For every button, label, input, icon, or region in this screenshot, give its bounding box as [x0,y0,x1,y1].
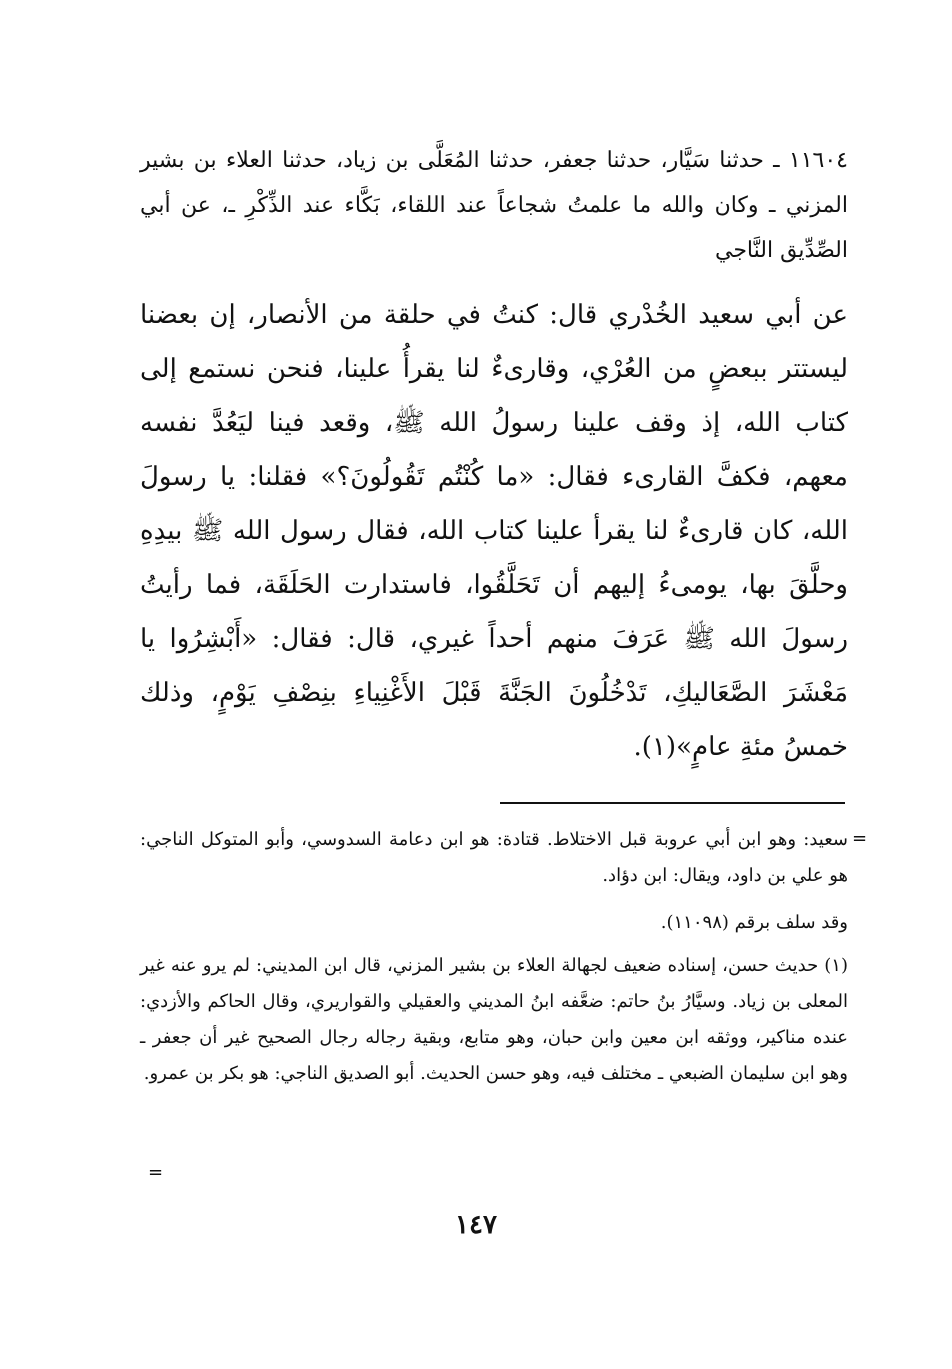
page-number: ١٤٧ [455,1210,497,1240]
hadith-isnad: ١١٦٠٤ ـ حدثنا سَيَّار، حدثنا جعفر، حدثنا المُعَلَّى بن زياد، حدثنا العلاء بن بشير المزني ـ وكان والله ما علمتُ شجاعاً عند اللقاء، بَكَّاء عند الذِّكْرِ ـ، عن أبي الصِّدِّيق النَّاجي [140,148,848,263]
footnote-continues-mark: = [148,1162,164,1183]
footnote-continued-text: سعيد: وهو ابن أبي عروبة قبل الاختلاط. قتادة: هو ابن دعامة السدوسي، وأبو المتوكل الناجي: هو علي بن داود، ويقال: ابن دؤاد. [140,829,848,886]
footnote-previous-reference: وقد سلف برقم (١١٠٩٨). [660,912,848,933]
footnote-1: (١) حديث حسن، إسناده ضعيف لجهالة العلاء بن بشير المزني، قال ابن المديني: لم يرو عنه غير المعلى بن زياد. وسيَّارُ بنُ حاتم: ضعَّفه ابنُ المديني والعقيلي والقواريري، وقال الحاكم والأزدي: عنده مناكير، ووثقه ابن معين وابن حبان، وهو متابع، وبقية رجاله رجال الصحيح غير أن جعفر ـ وهو ابن سليمان الضبعي ـ مختلف فيه، وهو حسن الحديث. أبو الصديق الناجي: هو بكر بن عمرو. [140,955,848,1084]
hadith-matn: عن أبي سعيد الخُدْري قال: كنتُ في حلقة من الأنصار، إن بعضنا ليستتر ببعضٍ من العُرْي، وقارىءٌ لنا يقرأُ علينا، فنحن نستمع إلى كتاب الله، إذ وقف علينا رسولُ الله ﷺ، وقعد فينا ليَعُدَّ نفسه معهم، فكفَّ القارىء فقال: «ما كُنْتُم تَقُولُونَ؟» فقلنا: يا رسولَ الله، كان قارىءٌ لنا يقرأ علينا كتاب الله، فقال رسول الله ﷺ بيدِهِ وحلَّقَ بها، يومىءُ إليهم أن تَحَلَّقُوا، فاستدارت الحَلَقَة، فما رأيتُ رسولَ الله ﷺ عَرَفَ منهم أحداً غيري، قال: فقال: «أَبْشِرُوا يا مَعْشَرَ الصَّعَاليكِ، تَدْخُلُونَ الجَنَّةَ قَبْلَ الأَغْنِياءِ بنِصْفِ يَوْمٍ، وذلك خمسُ مئةِ عامٍ»(١). [140,300,848,762]
footnote-continued-mark: = [852,828,868,849]
footnote-divider [500,802,845,804]
